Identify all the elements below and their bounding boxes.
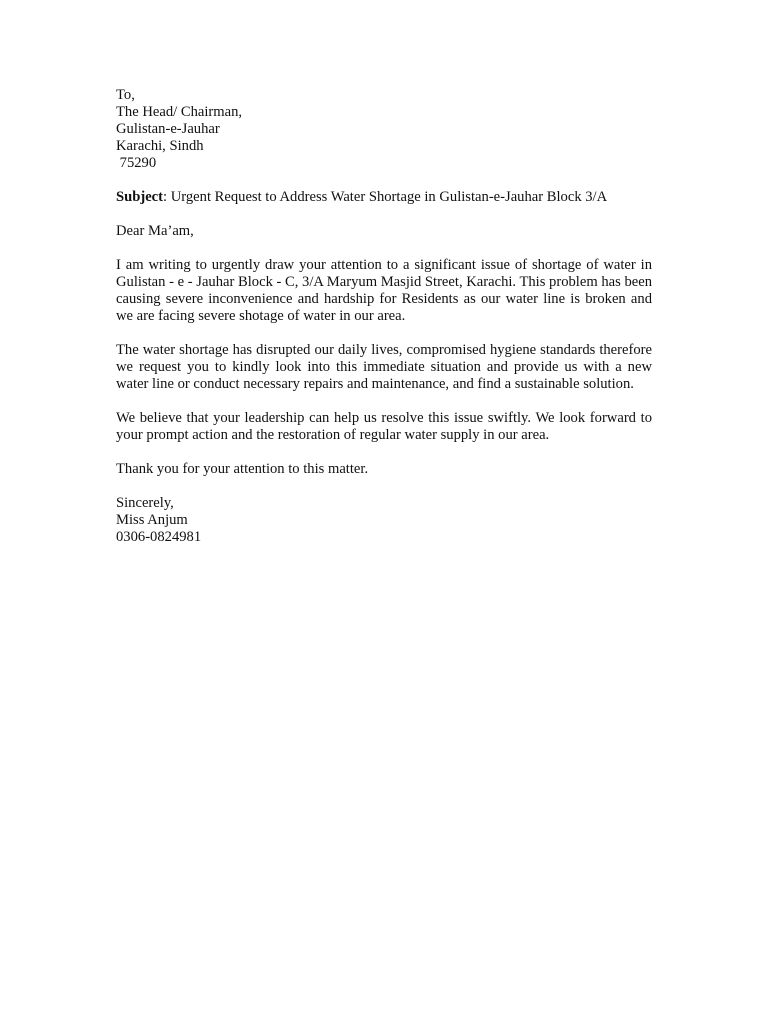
body-paragraph-issue: I am writing to urgently draw your attention to a significant issue of shortage of water in Gulistan - e - Jauhar Block - C, 3/A Maryum Masjid Street, Karachi. This problem has been causing severe inconvenience and hardship for Residents as our water line is broken and we are facing severe shotage of water in our area. [116, 257, 652, 324]
address-line-area: Gulistan-e-Jauhar [116, 121, 220, 137]
address-line-postal-code: 75290 [116, 155, 157, 171]
body-paragraph-belief: We believe that your leadership can help us resolve this issue swiftly. We look forward to your prompt action and the restoration of regular water supply in our area. [116, 410, 652, 443]
subject-line [116, 189, 652, 206]
signer-phone: 0306-0824981 [116, 529, 202, 545]
signer-name: Miss Anjum [116, 512, 188, 528]
subject-text: : Urgent Request to Address Water Shortage in Gulistan-e-Jauhar Block 3/A [163, 189, 608, 205]
closing: Sincerely, [116, 495, 174, 511]
salutation: Dear Ma’am, [116, 223, 194, 239]
signature-block [116, 495, 652, 546]
to-label: To, [116, 87, 135, 103]
subject-label: Subject [116, 189, 164, 205]
recipient-address-block [116, 87, 652, 172]
letter-body [116, 87, 652, 546]
address-line-recipient-title: The Head/ Chairman, [116, 104, 243, 120]
body-paragraph-request: The water shortage has disrupted our daily lives, compromised hygiene standards therefore we request you to kindly look into this immediate situation and provide us with a new water line or conduct necessary repairs and maintenance, and find a sustainable solution. [116, 342, 652, 392]
address-line-city: Karachi, Sindh [116, 138, 204, 154]
body-paragraph-thanks: Thank you for your attention to this matter. [116, 461, 369, 477]
